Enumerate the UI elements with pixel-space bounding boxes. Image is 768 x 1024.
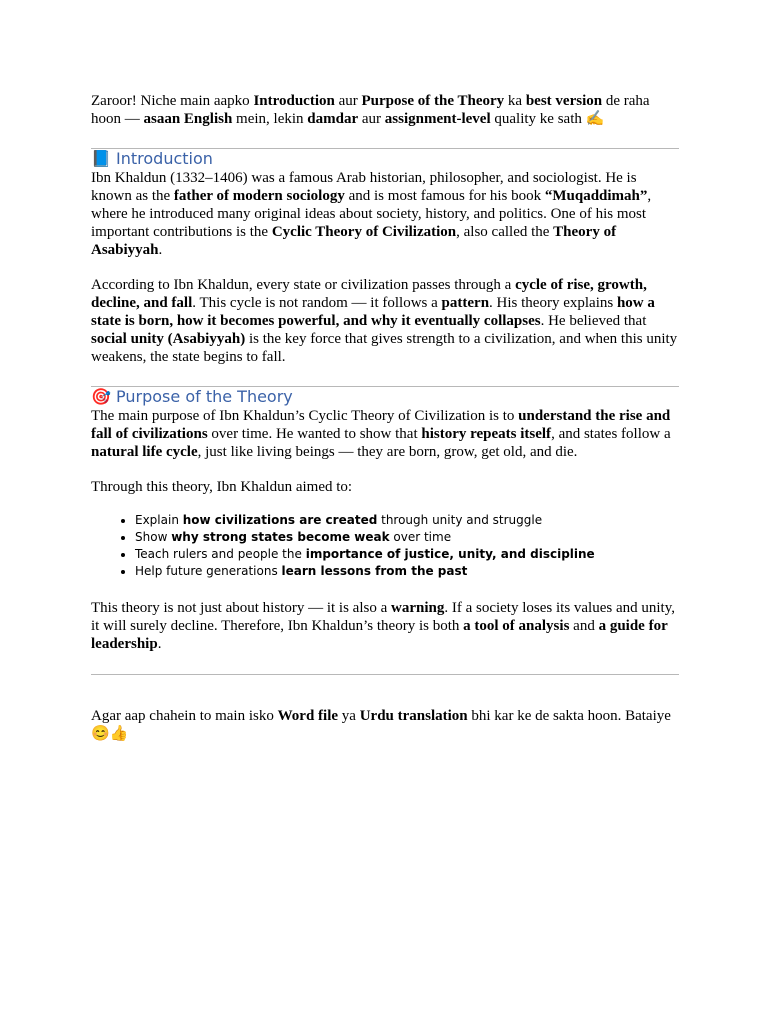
text: Show: [135, 530, 172, 544]
text: .: [157, 636, 162, 652]
text: , and states follow a: [551, 426, 671, 442]
bold-text: how civilizations are created: [182, 513, 378, 527]
text: Help future generations: [135, 564, 282, 578]
text: aur: [358, 111, 385, 127]
bold-text: best version: [525, 93, 603, 109]
text: The main purpose of Ibn Khaldun’s Cyclic Theory of Civilization is to: [91, 408, 519, 424]
text: Zaroor! Niche main aapko: [91, 93, 254, 109]
heading-text: Purpose of the Theory: [116, 387, 293, 406]
bold-text: “Muqaddimah”: [544, 188, 648, 204]
text: ya: [338, 708, 360, 724]
bold-text: Urdu translation: [359, 708, 468, 724]
list-item: [135, 546, 679, 563]
writing-hand-icon: ✍: [585, 111, 605, 127]
book-icon: 📘: [91, 149, 111, 168]
introduction-paragraph-1: [91, 169, 679, 259]
text: Agar aap chahein to main isko: [91, 708, 278, 724]
bold-text: history repeats itself: [421, 426, 552, 442]
bold-text: how a state is born, how it becomes powerful, and why it eventually collapses: [91, 295, 655, 329]
bold-text: cycle of rise, growth, decline, and fall: [91, 277, 647, 311]
bold-text: Cyclic Theory of Civilization: [271, 224, 457, 240]
closing-line: [91, 707, 679, 743]
bold-text: importance of justice, unity, and discipline: [305, 547, 595, 561]
bold-text: a guide for leadership: [91, 618, 668, 652]
text: . If a society loses its values and unity, it will surely decline. Therefore, Ibn Khaldun’s theory is both: [91, 600, 675, 634]
bold-text: pattern: [441, 295, 490, 311]
divider: [91, 674, 679, 675]
list-item: [135, 529, 679, 546]
bold-text: natural life cycle: [91, 444, 198, 460]
list-item: [135, 563, 679, 580]
bold-text: Purpose of the Theory: [361, 93, 505, 109]
text: Explain: [135, 513, 183, 527]
text: over time: [389, 530, 452, 544]
text: over time. He wanted to show that: [207, 426, 422, 442]
bold-text: why strong states become weak: [171, 530, 390, 544]
introduction-paragraph-2: [91, 276, 679, 366]
text: Teach rulers and people the: [135, 547, 306, 561]
bold-text: a tool of analysis: [463, 618, 570, 634]
text: . His theory explains: [489, 295, 617, 311]
text: , also called the: [456, 224, 554, 240]
text: According to Ibn Khaldun, every state or civilization passes through a: [91, 277, 516, 293]
document-page: [91, 92, 679, 743]
text: through unity and struggle: [377, 513, 543, 527]
text: . This cycle is not random — it follows a: [192, 295, 442, 311]
intro-line: [91, 92, 679, 128]
purpose-paragraph-3: [91, 599, 679, 653]
list-item: [135, 512, 679, 529]
smile-thumbs-up-icon: 😊👍: [91, 726, 129, 742]
bold-text: Theory of Asabiyyah: [91, 224, 617, 258]
text: .: [158, 242, 163, 258]
text: Ibn Khaldun (1332–1406) was a famous Arab historian, philosopher, and sociologist. He is known as the: [91, 170, 637, 204]
text: and is most famous for his book: [344, 188, 545, 204]
text: , where he introduced many original ideas about society, history, and politics. One of his most important contributions is the: [91, 188, 652, 240]
text: quality ke sath: [490, 111, 586, 127]
heading-text: Introduction: [116, 149, 213, 168]
purpose-paragraph-1: [91, 407, 679, 461]
bold-text: warning: [391, 600, 445, 616]
purpose-list: [91, 512, 679, 580]
text: aur: [334, 93, 362, 109]
introduction-heading: [91, 149, 679, 169]
text: and: [569, 618, 599, 634]
bold-text: father of modern sociology: [173, 188, 345, 204]
text: de raha hoon —: [91, 93, 650, 127]
text: bhi kar ke de sakta hoon. Bataiye: [467, 708, 671, 724]
text: is the key force that gives strength to a civilization, and when this unity weakens, the state begins to fall.: [91, 331, 678, 365]
bold-text: damdar: [307, 111, 359, 127]
bold-text: learn lessons from the past: [281, 564, 468, 578]
text: mein, lekin: [232, 111, 308, 127]
text: ka: [504, 93, 526, 109]
bold-text: asaan English: [143, 111, 233, 127]
bold-text: Word file: [277, 708, 339, 724]
bold-text: assignment-level: [384, 111, 491, 127]
target-icon: 🎯: [91, 387, 111, 406]
purpose-paragraph-2: Through this theory, Ibn Khaldun aimed to:: [91, 479, 353, 495]
bold-text: Introduction: [253, 93, 335, 109]
purpose-heading: [91, 387, 679, 407]
text: , just like living beings — they are born, grow, get old, and die.: [197, 444, 578, 460]
bold-text: social unity (Asabiyyah): [91, 331, 246, 347]
text: . He believed that: [540, 313, 647, 329]
text: This theory is not just about history — it is also a: [91, 600, 391, 616]
bold-text: understand the rise and fall of civilizations: [91, 408, 671, 442]
